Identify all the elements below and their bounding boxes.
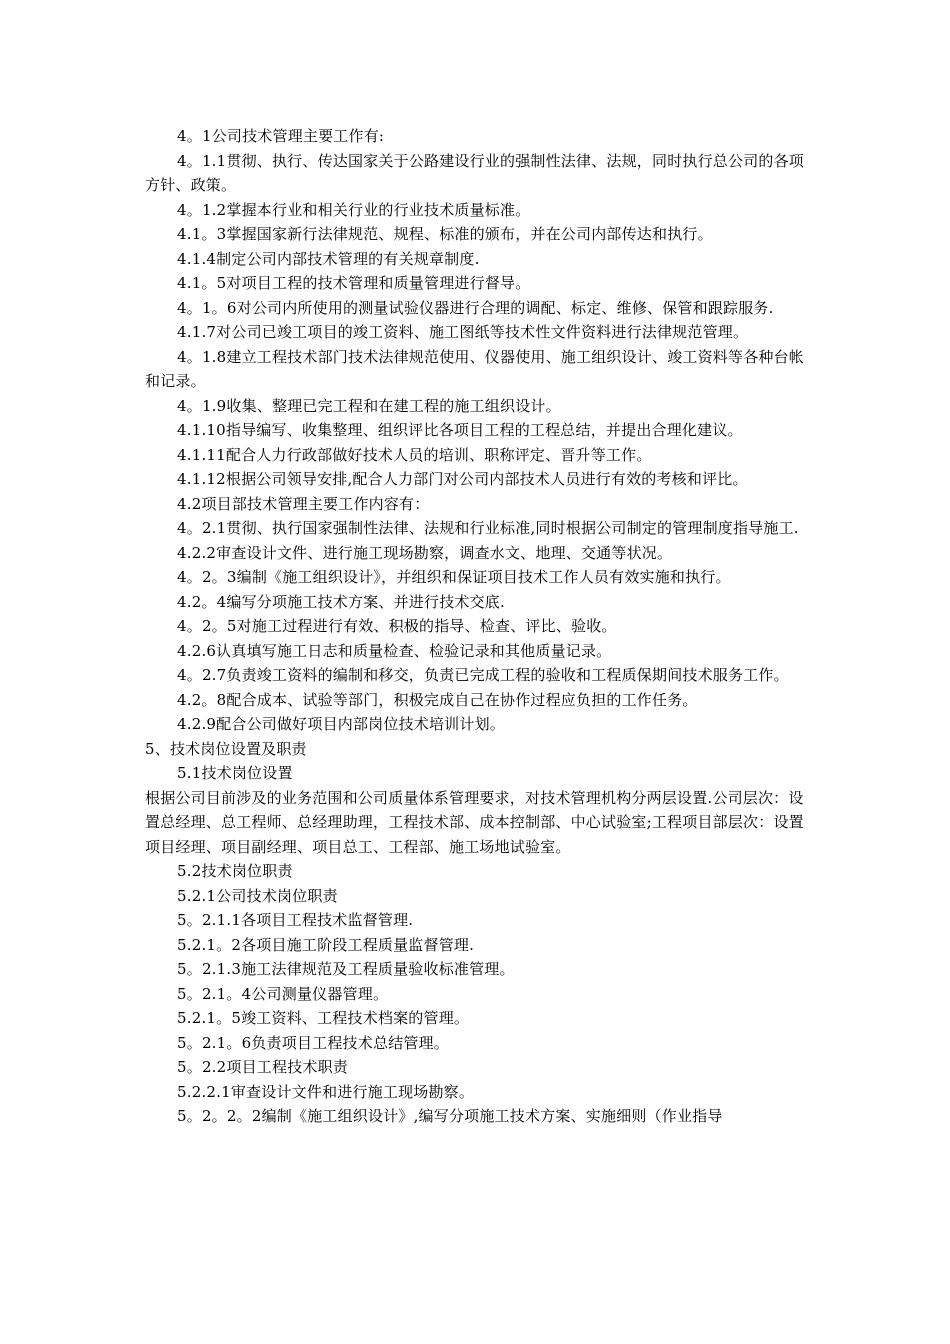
document-paragraph: 4.1。3掌握国家新行法律规范、规程、标准的颁布，并在公司内部传达和执行。 <box>177 225 713 243</box>
document-paragraph: 5.2.1公司技术岗位职责 <box>177 886 338 905</box>
document-paragraph: 5.1技术岗位设置 <box>177 764 293 782</box>
document-paragraph: 5、技术岗位设置及职责 <box>145 739 307 758</box>
document-paragraph: 5。2.2项目工程技术职责 <box>177 1058 348 1076</box>
document-paragraph: 4.2.6认真填写施工日志和质量检查、检验记录和其他质量记录。 <box>177 641 612 660</box>
document-paragraph: 5.2.1。2各项目施工阶段工程质量监督管理. <box>177 935 475 954</box>
document-paragraph: 4.2.2审查设计文件、进行施工现场勘察，调查水文、地理、交通等状况。 <box>177 543 673 562</box>
document-paragraph: 4。1.1贯彻、执行、传达国家关于公路建设行业的强制性法律、法规，同时执行总公司的各项方针、政策。 <box>145 151 805 194</box>
document-paragraph: 4.2。4编写分项施工技术方案、并进行技术交底. <box>177 592 505 611</box>
document-paragraph: 4。2.1贯彻、执行国家强制性法律、法规和行业标准,同时根据公司制定的管理制度指导施工. <box>177 519 799 537</box>
document-paragraph: 4。1公司技术管理主要工作有: <box>177 127 385 145</box>
document-paragraph: 4.1.4制定公司内部技术管理的有关规章制度. <box>177 249 480 268</box>
document-paragraph: 5.2技术岗位职责 <box>177 862 293 880</box>
document-paragraph: 4.1.11配合人力行政部做好技术人员的培训、职称评定、晋升等工作。 <box>177 445 652 464</box>
document-paragraph: 4。1.9收集、整理已完工程和在建工程的施工组织设计。 <box>177 396 561 415</box>
document-paragraph: 4。1.2掌握本行业和相关行业的行业技术质量标准。 <box>177 200 531 219</box>
document-paragraph: 4.1.7对公司已竣工项目的竣工资料、施工图纸等技术性文件资料进行法律规范管理。 <box>177 323 749 341</box>
document-paragraph: 4.2.9配合公司做好项目内部岗位技术培训计划。 <box>177 715 505 733</box>
document-paragraph: 5。2。2。2编制《施工组织设计》,编写分项施工技术方案、实施细则（作业指导 <box>177 1107 723 1125</box>
document-paragraph: 4。2。3编制《施工组织设计》，并组织和保证项目技术工作人员有效实施和执行。 <box>177 568 731 586</box>
document-paragraph: 5。2.1。4公司测量仪器管理。 <box>177 984 389 1003</box>
document-paragraph: 4。2.7负责竣工资料的编制和移交，负责已完成工程的验收和工程质保期间技术服务工作。 <box>177 666 789 684</box>
document-paragraph: 4.1.10指导编写、收集整理、组织评比各项目工程的工程总结，并提出合理化建议。 <box>177 421 743 439</box>
document-paragraph: 4.2项目部技术管理主要工作内容有： <box>177 494 430 513</box>
document-paragraph: 4.2。8配合成本、试验等部门，积极完成自己在协作过程应负担的工作任务。 <box>177 690 698 709</box>
document-paragraph: 5.2.1。5竣工资料、工程技术档案的管理。 <box>177 1009 470 1027</box>
document-paragraph: 5。2.1.1各项目工程技术监督管理. <box>177 911 414 929</box>
document-paragraph: 根据公司目前涉及的业务范围和公司质量体系管理要求，对技术管理机构分两层设置.公司层次：设置总经理、总工程师、总经理助理，工程技术部、成本控制部、中心试验室;工程项目部层次：设置项目经理、项目副经理、项目总工、工程部、施工场地试验室。 <box>145 788 804 856</box>
document-paragraph: 4。1。6对公司内所使用的测量试验仪器进行合理的调配、标定、维修、保管和跟踪服务. <box>177 298 774 317</box>
document-paragraph: 4.1.12根据公司领导安排,配合人力部门对公司内部技术人员进行有效的考核和评比。 <box>177 470 748 488</box>
document-paragraph: 4.1。5对项目工程的技术管理和质量管理进行督导。 <box>177 274 531 292</box>
document-paragraph: 5。2.1。6负责项目工程技术总结管理。 <box>177 1033 449 1052</box>
document-paragraph: 5.2.2.1审查设计文件和进行施工现场勘察。 <box>177 1082 475 1101</box>
document-paragraph: 4。2。5对施工过程进行有效、积极的指导、检查、评比、验收。 <box>177 617 617 635</box>
document-paragraph: 4。1.8建立工程技术部门技术法律规范使用、仪器使用、施工组织设计、竣工资料等各种台帐和记录。 <box>145 347 805 390</box>
document-body <box>145 124 807 1129</box>
document-paragraph: 5。2.1.3施工法律规范及工程质量验收标准管理。 <box>177 960 515 978</box>
